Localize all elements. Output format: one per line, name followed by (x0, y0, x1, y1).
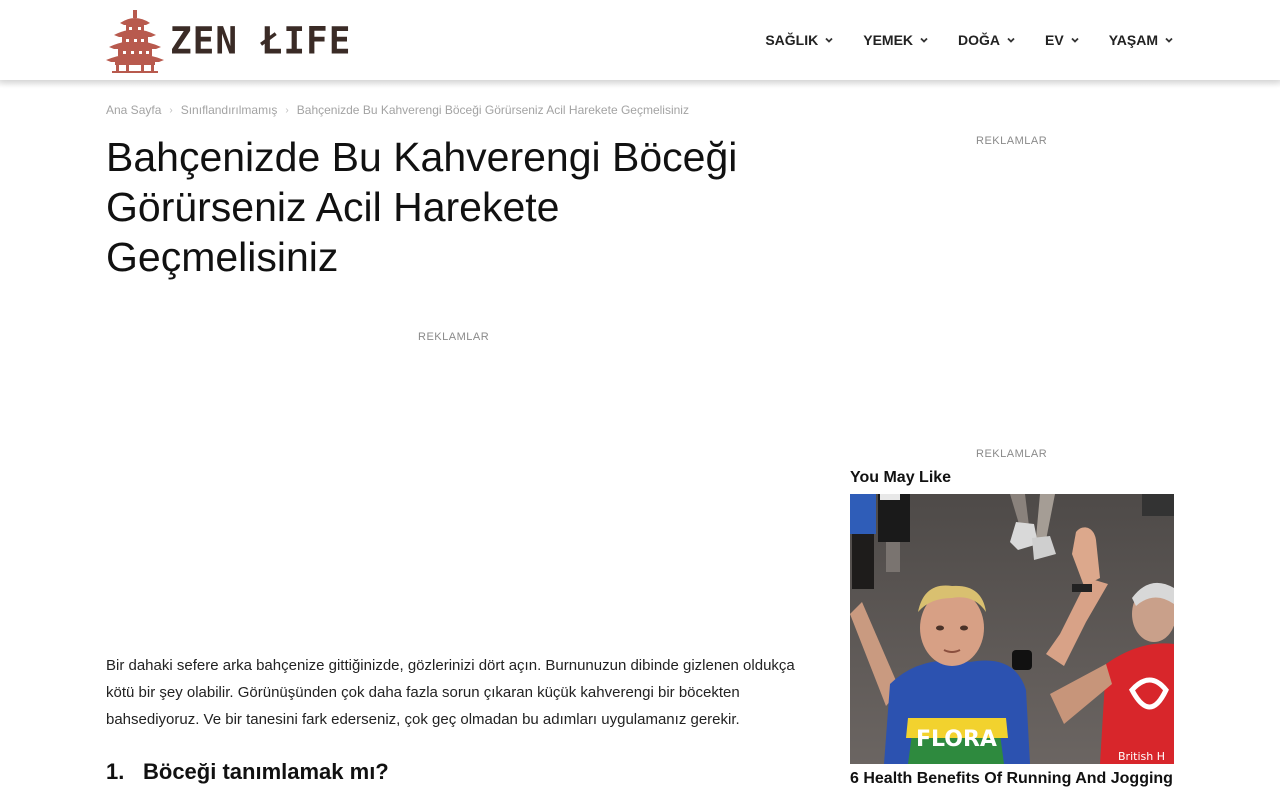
article-subheading (106, 759, 389, 785)
chevron-down-icon (824, 35, 834, 45)
nav-item-label: DOĞA (958, 32, 1001, 48)
page-title (106, 132, 806, 282)
site-logo[interactable] (106, 8, 351, 74)
nav-item-doga[interactable] (958, 32, 1016, 48)
promo-caption-link[interactable]: 6 Health Benefits Of Running And Jogging (850, 770, 1173, 787)
pagoda-icon (106, 9, 164, 73)
ad-label-sidebar-bottom: REKLAMLAR (976, 448, 1048, 460)
nav-item-yasam[interactable] (1109, 32, 1174, 48)
breadcrumb-current: Bahçenizde Bu Kahverengi Böceği Görürseniz Acil Harekete Geçmelisiniz (296, 103, 689, 117)
title-line: Geçmelisiniz (106, 234, 339, 280)
paragraph-line: bahsediyoruz. Ve bir tanesini fark ederseniz, çok geç olmadan bu adımları uygulamanız gerekir. (106, 711, 740, 728)
breadcrumb-separator-icon: › (285, 104, 289, 116)
breadcrumb-category-link[interactable]: Sınıflandırılmamış (180, 103, 278, 117)
chevron-down-icon (1006, 35, 1016, 45)
nav-item-label: YAŞAM (1108, 32, 1158, 48)
logo-text: ZEN ŁIFE (170, 19, 352, 63)
article-paragraph (106, 652, 806, 733)
you-may-like-heading: You May Like (850, 469, 952, 486)
chevron-down-icon (919, 35, 929, 45)
site-header (0, 0, 1280, 80)
chevron-down-icon (1070, 35, 1080, 45)
subheading-text: Böceği tanımlamak mı? (143, 759, 389, 784)
shirt-text: British H (1118, 750, 1165, 763)
main-nav (736, 0, 1174, 80)
nav-item-yemek[interactable] (863, 32, 929, 48)
nav-item-saglik[interactable] (765, 32, 834, 48)
breadcrumb-separator-icon: › (169, 104, 173, 116)
paragraph-line: kötü bir şey olabilir. Görünüşünden çok daha fazla sorun çıkaran küçük kahverengi bir böcekten (106, 684, 740, 701)
breadcrumb-home-link[interactable]: Ana Sayfa (106, 103, 162, 117)
breadcrumb (106, 103, 689, 117)
paragraph-line: Bir dahaki sefere arka bahçenize gittiğinizde, gözlerinizi dört açın. Burnunuzun dibinde gizlenen oldukça (106, 657, 795, 674)
subheading-number: 1. (106, 759, 125, 784)
marathon-runner-photo (850, 494, 1174, 764)
chevron-down-icon (1164, 35, 1174, 45)
nav-item-label: YEMEK (863, 32, 914, 48)
ad-label-sidebar-top: REKLAMLAR (976, 135, 1048, 147)
title-line: Bahçenizde Bu Kahverengi Böceği (106, 134, 738, 180)
ad-label-article: REKLAMLAR (418, 331, 490, 343)
promo-image[interactable] (850, 494, 1174, 764)
header-shadow (0, 80, 1280, 88)
nav-item-label: EV (1045, 32, 1064, 48)
nav-item-ev[interactable] (1045, 32, 1080, 48)
bib-text: FLORA (916, 727, 997, 752)
nav-item-label: SAĞLIK (765, 32, 819, 48)
title-line: Görürseniz Acil Harekete (106, 184, 560, 230)
